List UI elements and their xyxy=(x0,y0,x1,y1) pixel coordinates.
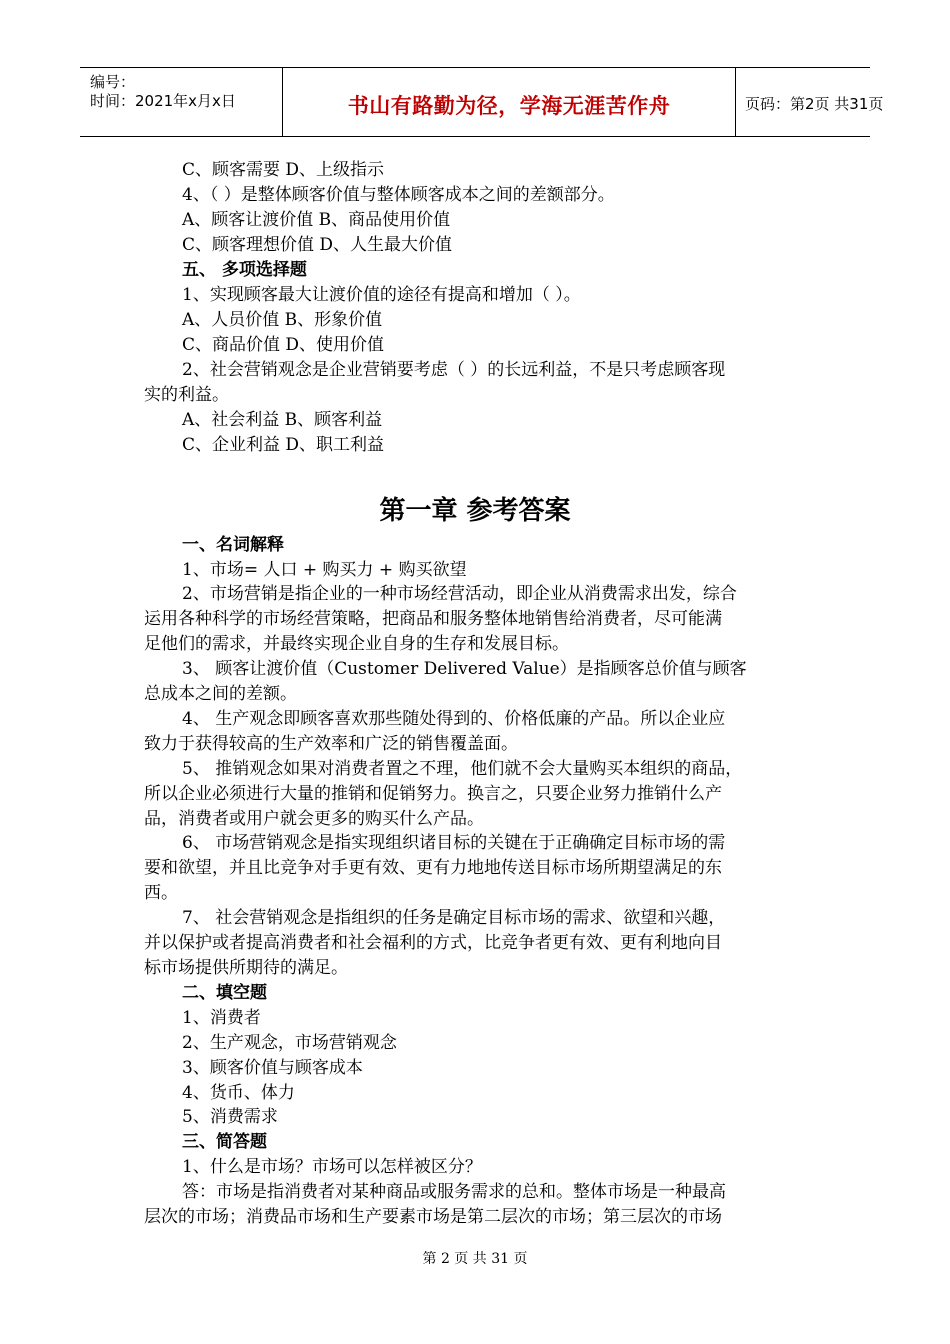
question-option-line: C、商品价值 D、使用价值 xyxy=(182,335,385,355)
answer-line: 5、 推销观念如果对消费者置之不理，他们就不会大量购买本组织的商品， xyxy=(182,759,743,779)
answer-line-continued: 运用各种科学的市场经营策略，把商品和服务整体地销售给消费者，尽可能满 xyxy=(144,609,722,629)
answer-line: 答：市场是指消费者对某种商品或服务需求的总和。整体市场是一种最高 xyxy=(182,1182,726,1202)
answer-line-continued: 标市场提供所期待的满足。 xyxy=(144,958,348,978)
section-heading-terms: 一、名词解释 xyxy=(182,535,284,555)
answer-line: 2、市场营销是指企业的一种市场经营活动，即企业从消费需求出发，综合 xyxy=(182,584,737,604)
answer-line-continued: 致力于获得较高的生产效率和广泛的销售覆盖面。 xyxy=(144,734,518,754)
header-motto: 书山有路勤为径，学海无涯苦作舟 xyxy=(347,94,671,118)
answer-line: 2、生产观念，市场营销观念 xyxy=(182,1033,397,1053)
answer-line-continued: 西。 xyxy=(144,883,178,903)
question-option-line: C、顾客理想价值 D、人生最大价值 xyxy=(182,235,453,255)
answer-line: 1、市场= 人口 + 购买力 + 购买欲望 xyxy=(182,560,467,580)
question-option-line: A、社会利益 B、顾客利益 xyxy=(182,410,383,430)
question-line: 4、（ ）是整体顾客价值与整体顾客成本之间的差额部分。 xyxy=(182,185,615,205)
answer-line-continued: 足他们的需求，并最终实现企业自身的生存和发展目标。 xyxy=(144,634,569,654)
question-option-line: C、企业利益 D、职工利益 xyxy=(182,435,385,455)
header-left-cell xyxy=(80,68,282,136)
answer-line-continued: 总成本之间的差额。 xyxy=(144,684,297,704)
question-line: 1、实现顾客最大让渡价值的途径有提高和增加（ ）。 xyxy=(182,285,581,305)
answer-line-continued: 要和欲望，并且比竞争对手更有效、更有力地地传送目标市场所期望满足的东 xyxy=(144,858,722,878)
question-line: 2、社会营销观念是企业营销要考虑（ ）的长远利益，不是只考虑顾客现 xyxy=(182,360,726,380)
page-header xyxy=(80,67,884,137)
answer-line: 3、顾客价值与顾客成本 xyxy=(182,1058,363,1078)
answer-line: 4、 生产观念即顾客喜欢那些随处得到的、价格低廉的产品。所以企业应 xyxy=(182,709,726,729)
question-option-line: C、顾客需要 D、上级指示 xyxy=(182,160,385,180)
answer-line-continued: 层次的市场；消费品市场和生产要素市场是第二层次的市场；第三层次的市场 xyxy=(144,1207,722,1227)
document-number-label: 编号： xyxy=(90,73,136,91)
answer-line: 6、 市场营销观念是指实现组织诸目标的关键在于正确确定目标市场的需 xyxy=(182,833,726,853)
header-middle-cell xyxy=(282,68,736,136)
header-page-info: 页码：第2页 共31页 xyxy=(745,95,884,113)
answer-line: 5、消费需求 xyxy=(182,1107,278,1127)
answer-line: 3、 顾客让渡价值（Customer Delivered Value）是指顾客总价值与顾客 xyxy=(182,659,747,679)
answer-line-continued: 品，消费者或用户就会更多的购买什么产品。 xyxy=(144,809,484,829)
answer-line: 1、消费者 xyxy=(182,1008,261,1028)
answer-line: 7、 社会营销观念是指组织的任务是确定目标市场的需求、欲望和兴趣， xyxy=(182,908,726,928)
question-option-line: A、顾客让渡价值 B、商品使用价值 xyxy=(182,210,451,230)
answer-line: 4、货币、体力 xyxy=(182,1083,295,1103)
question-option-line: A、人员价值 B、形象价值 xyxy=(182,310,383,330)
question-line-continued: 实的利益。 xyxy=(144,385,229,405)
answer-line-continued: 所以企业必须进行大量的推销和促销努力。换言之，只要企业努力推销什么产 xyxy=(144,784,722,804)
header-right-cell xyxy=(735,68,884,136)
page-footer: 第 2 页 共 31 页 xyxy=(422,1251,528,1267)
section-heading-fill-blank: 二、填空题 xyxy=(182,983,267,1003)
document-date-label: 时间：2021年x月x日 xyxy=(90,92,236,110)
section-heading-multi-choice: 五、 多项选择题 xyxy=(182,260,307,280)
chapter-title: 第一章 参考答案 xyxy=(379,496,571,526)
question-line: 1、什么是市场？市场可以怎样被区分？ xyxy=(182,1157,482,1177)
section-heading-short-answer: 三、简答题 xyxy=(182,1132,267,1152)
answer-line-continued: 并以保护或者提高消费者和社会福利的方式，比竞争者更有效、更有利地向目 xyxy=(144,933,722,953)
